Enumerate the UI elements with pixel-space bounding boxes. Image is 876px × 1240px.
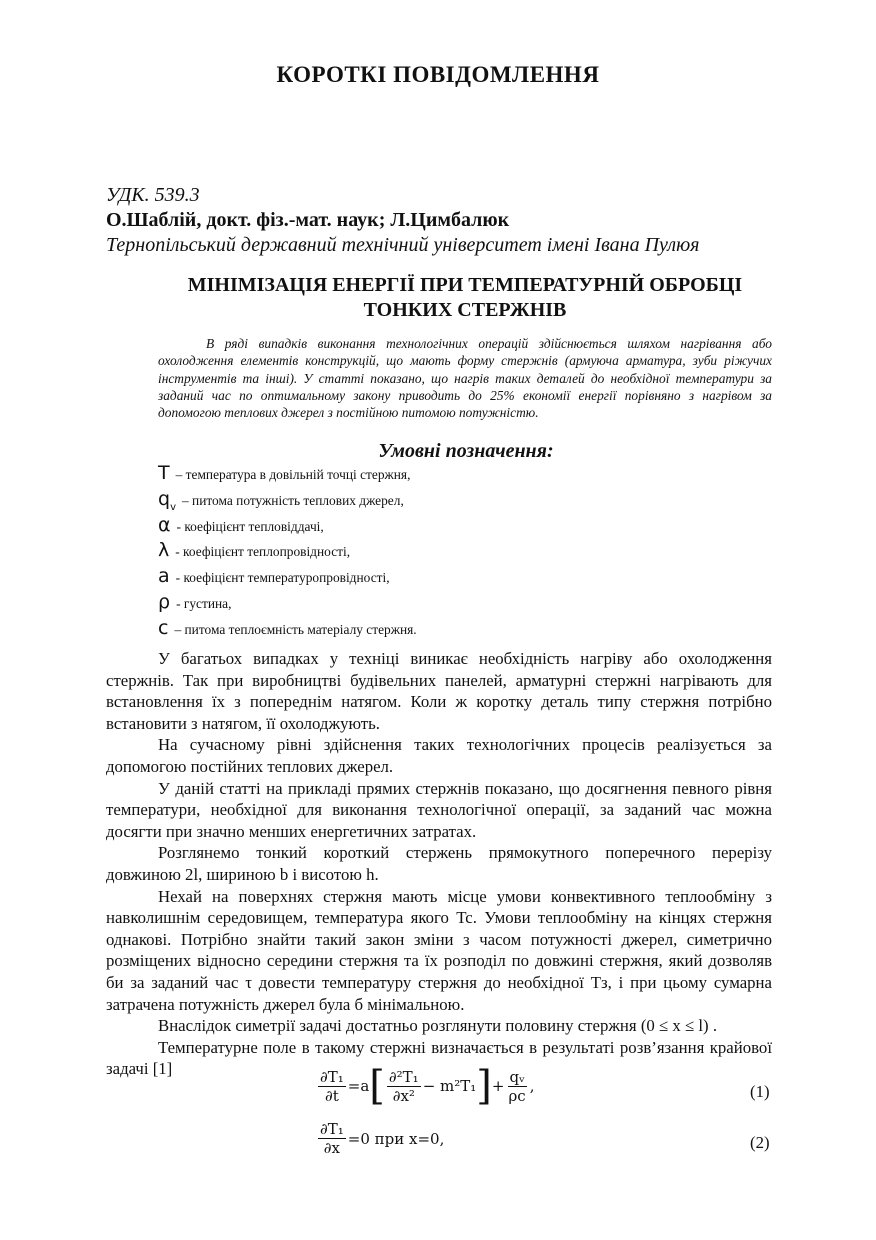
paper-title-line-2: ТОНКИХ СТЕРЖНІВ — [363, 299, 567, 321]
symbol-item — [158, 514, 417, 540]
paragraph: Розглянемо тонкий короткий стержень прямокутного поперечного перерізу довжиною 2l, шириною b і висотою h. — [106, 843, 772, 884]
symbol: α — [158, 513, 171, 536]
symbol-item — [158, 539, 417, 565]
udk-code: УДК. 539.3 — [106, 184, 200, 206]
symbol-item — [158, 462, 417, 488]
symbol-item — [158, 591, 417, 617]
symbol: a — [158, 565, 170, 588]
paper-title — [106, 273, 824, 323]
paragraph: Нехай на поверхнях стержня мають місце умови конвективного теплообміну з навколишнім середовищем, температура якого Tc. Умови теплообміну на кінцях стержня однакові. Потрібно знайти такий закон зміни з часом потужності джерел, симетрично розміщених відносно середини стержня та їх розподіл по довжині стержня, який дозволяв би за заданий час τ довести температуру стержня до необхідної Tз, і при цьому сумарна затрачена потужність джерел була б мінімальною. — [106, 886, 772, 1014]
symbol: c — [158, 616, 169, 639]
equation-1-number: (1) — [750, 1082, 770, 1101]
equation-2: $\frac{\text{∂T₁}}{\partial x}$ =0 при x=0, — [320, 1120, 445, 1157]
affiliation: Тернопільський державний технічний університет імені Івана Пулюя — [106, 234, 700, 256]
eq1-inner-fraction: $\frac{\text{∂²T₁}}{\text{∂x²}}$ — [388, 1067, 419, 1105]
symbol: ρ — [158, 590, 171, 613]
symbol-description: - коефіцієнт температуропровідності, — [175, 570, 390, 586]
symbol-description: - коефіцієнт теплопровідності, — [175, 544, 351, 560]
symbol: λ — [158, 539, 170, 562]
section-title: КОРОТКІ ПОВІДОМЛЕННЯ — [276, 62, 600, 87]
paper-title-line-1: МІНІМІЗАЦІЯ ЕНЕРГІЇ ПРИ ТЕМПЕРАТУРНІЙ ОБРОБЦІ — [187, 274, 743, 296]
abstract: В ряді випадків виконання технологічних операцій здійснюється шляхом нагрівання або охолодження елементів конструкцій, що мають форму стержнів (армуюча арматура, зуби ріжучих інструментів та інші). У статті показано, що нагрів таких деталей до необхідної температури за заданий час по оптимальному закону приводить до 25% економії енергії порівняно з нагрівом за допомогою теплових джерел з постійною питомою потужністю. — [158, 336, 772, 421]
paragraph: У багатьох випадках у техніці виникає необхідність нагріву або охолодження стержнів. Так при виробництві будівельних панелей, арматурні стержні нагрівають для встановлення їх з попереднім натягом. Коли ж коротку деталь типу стержня потрібно встановити з натягом, її охолоджують. — [106, 649, 772, 733]
symbol: $q_v$ — [158, 487, 176, 513]
authors: О.Шаблій, докт. фіз.-мат. наук; Л.Цимбалюк — [106, 209, 510, 231]
equation-1: $\frac{\text{∂T₁}}{\partial t}$ =a [ $\frac{\text{∂²T₁}}{\text{∂x²}}$ − m²T₁ ] + $\frac{\text{qᵥ}}{\rho c}$ , — [320, 1063, 535, 1109]
symbol-description: - густина, — [176, 595, 232, 611]
eq2-lhs-fraction: $\frac{\text{∂T₁}}{\partial x}$ — [320, 1120, 344, 1157]
symbol-description: - коефіцієнт тепловіддачі, — [176, 518, 324, 534]
symbol-item — [158, 565, 417, 591]
symbol-item — [158, 617, 417, 643]
symbol-description: – питома теплоємність матеріалу стержня. — [174, 621, 417, 637]
symbol: T — [158, 462, 170, 484]
symbol-description: – питома потужність теплових джерел, — [181, 492, 404, 508]
paragraph: У даній статті на прикладі прямих стержнів показано, що досягнення певного рівня температури, необхідної для виконання технологічної операції, за заданий час можна досягти при значно менших енергетичних затратах. — [106, 778, 772, 841]
eq1-lhs-fraction: $\frac{\text{∂T₁}}{\partial t}$ — [320, 1067, 344, 1105]
symbol-item — [158, 488, 417, 514]
paragraph: Температурне поле в такому стержні визначається в результаті розв’язання крайової задачі [1] — [106, 1037, 772, 1079]
body-text — [106, 648, 772, 1080]
equation-2-number: (2) — [750, 1133, 770, 1152]
symbol-list — [158, 462, 417, 643]
eq1-source-fraction: $\frac{\text{qᵥ}}{\rho c}$ — [508, 1067, 526, 1105]
paragraph: На сучасному рівні здійснення таких технологічних процесів реалізується за допомогою постійних теплових джерел. — [106, 735, 772, 776]
legend-title: Умовні позначення: — [378, 440, 554, 462]
symbol-description: – температура в довільній точці стержня, — [175, 467, 411, 482]
paragraph: Внаслідок симетрії задачі достатньо розглянути половину стержня (0 ≤ x ≤ l) . — [158, 1016, 718, 1036]
